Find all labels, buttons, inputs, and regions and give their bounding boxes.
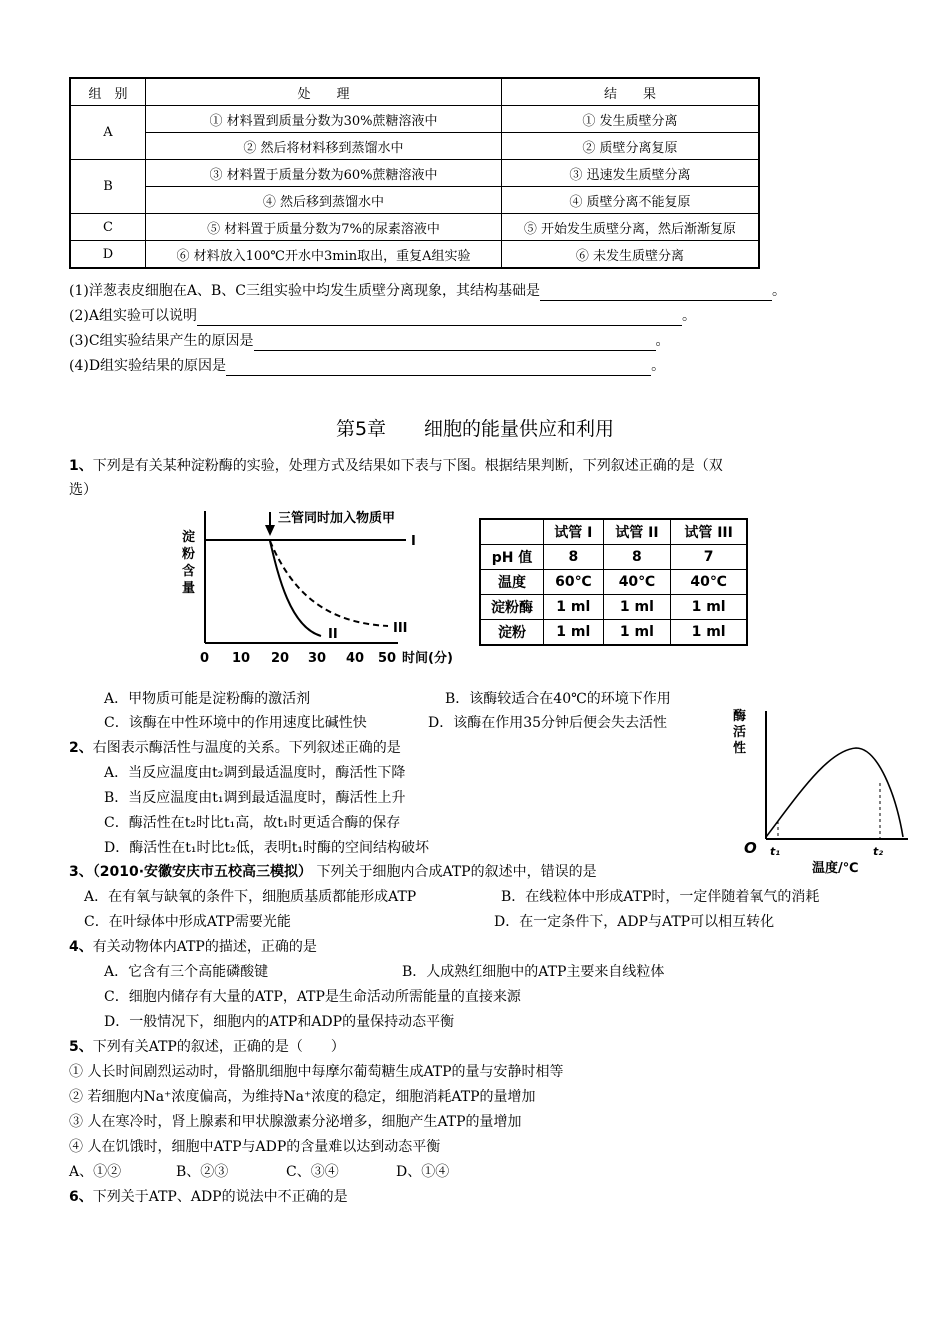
x-tick: 10 bbox=[232, 651, 251, 666]
table-row bbox=[70, 106, 759, 133]
svg-text:含: 含 bbox=[182, 564, 196, 579]
q3-option-b: B．在线粒体中形成ATP时，一定伴随着氧气的消耗 bbox=[501, 889, 820, 905]
q2-option-c: C．酶活性在t₂时比t₁高，故t₁时更适合酶的保存 bbox=[104, 815, 401, 831]
q2-option-b: B．当反应温度由t₁调到最适温度时，酶活性上升 bbox=[104, 790, 406, 806]
header-process: 处 理 bbox=[146, 78, 502, 106]
process-cell: ① 材料置到质量分数为30%蔗糖溶液中 bbox=[146, 106, 502, 133]
svg-text:淀: 淀 bbox=[182, 530, 196, 545]
table-row bbox=[70, 133, 759, 160]
q4-option-b: B．人成熟红细胞中的ATP主要来自线粒体 bbox=[402, 964, 665, 980]
y-axis-label bbox=[181, 529, 195, 596]
row-label: 温度 bbox=[480, 570, 544, 595]
t1-label: t₁ bbox=[770, 845, 781, 858]
row-label: 淀粉 bbox=[480, 620, 544, 646]
q5-option-d: D、①④ bbox=[396, 1164, 450, 1180]
q1-option-b: B．该酶较适合在40℃的环境下作用 bbox=[445, 691, 671, 707]
table-row bbox=[480, 570, 747, 595]
curve-label-II: II bbox=[328, 627, 338, 642]
result-cell: ③ 迅速发生质壁分离 bbox=[502, 160, 760, 187]
answer-blank[interactable] bbox=[226, 360, 651, 376]
q2-stem: 2、右图表示酶活性与温度的关系。下列叙述正确的是 bbox=[69, 740, 401, 756]
process-cell: ② 然后将材料移到蒸馏水中 bbox=[146, 133, 502, 160]
x-axis-label: 时间(分) bbox=[402, 651, 453, 666]
process-cell: ④ 然后移到蒸馏水中 bbox=[146, 187, 502, 214]
table-row bbox=[480, 545, 747, 570]
q4-option-a: A．它含有三个高能磷酸键 bbox=[104, 964, 269, 980]
q5-option-a: A、①② bbox=[69, 1164, 122, 1180]
table-cell: 1 ml bbox=[603, 595, 671, 620]
q3-option-a: A．在有氧与缺氧的条件下，细胞质基质都能形成ATP bbox=[84, 889, 417, 905]
header-cell: 试管 III bbox=[671, 519, 747, 545]
answer-blank[interactable] bbox=[540, 285, 772, 301]
process-cell: ⑥ 材料放入100℃开水中3min取出，重复A组实验 bbox=[146, 241, 502, 269]
answer-blank[interactable] bbox=[197, 310, 682, 326]
prev-question-4: (4)D组实验结果的原因是 。 bbox=[69, 358, 666, 374]
arrow-label: 三管同时加入物质甲 bbox=[278, 511, 396, 526]
q5-stem: 5、下列有关ATP的叙述，正确的是（ ） bbox=[69, 1039, 345, 1055]
q5-option-c: C、③④ bbox=[286, 1164, 339, 1180]
svg-text:活: 活 bbox=[733, 725, 747, 740]
q4-option-c: C．细胞内储存有大量的ATP，ATP是生命活动所需能量的直接来源 bbox=[104, 989, 521, 1005]
table-cell: 8 bbox=[603, 545, 671, 570]
table-row bbox=[480, 595, 747, 620]
x-tick: 50 bbox=[378, 651, 397, 666]
result-cell: ① 发生质壁分离 bbox=[502, 106, 760, 133]
header-result: 结 果 bbox=[502, 78, 760, 106]
q5-item-2: ② 若细胞内Na⁺浓度偏高，为维持Na⁺浓度的稳定，细胞消耗ATP的量增加 bbox=[69, 1089, 536, 1105]
svg-text:性: 性 bbox=[733, 741, 747, 756]
table-cell: 8 bbox=[544, 545, 604, 570]
q4-stem: 4、有关动物体内ATP的描述，正确的是 bbox=[69, 939, 317, 955]
q5-item-4: ④ 人在饥饿时，细胞中ATP与ADP的含量难以达到动态平衡 bbox=[69, 1139, 441, 1155]
x-tick: 0 bbox=[200, 651, 210, 666]
header-cell bbox=[480, 519, 544, 545]
curve-III bbox=[270, 541, 388, 626]
header-cell: 试管 I bbox=[544, 519, 604, 545]
prev-question-2: (2)A组实验可以说明 。 bbox=[69, 308, 696, 324]
table-row bbox=[480, 620, 747, 646]
result-cell: ⑥ 未发生质壁分离 bbox=[502, 241, 760, 269]
curve-label-III: III bbox=[393, 621, 408, 636]
group-cell: C bbox=[70, 214, 146, 241]
origin-label: O bbox=[744, 839, 757, 857]
x-axis-label: 温度/℃ bbox=[812, 861, 859, 876]
row-label: pH 值 bbox=[480, 545, 544, 570]
table-cell: 1 ml bbox=[671, 595, 747, 620]
table-cell: 7 bbox=[671, 545, 747, 570]
q1-option-c: C．该酶在中性环境中的作用速度比碱性快 bbox=[104, 715, 367, 731]
group-cell: A bbox=[70, 106, 146, 160]
q1-stem-line2: 选） bbox=[69, 482, 97, 498]
table-cell: 40℃ bbox=[671, 570, 747, 595]
group-cell: B bbox=[70, 160, 146, 214]
row-label: 淀粉酶 bbox=[480, 595, 544, 620]
q2-option-a: A．当反应温度由t₂调到最适温度时，酶活性下降 bbox=[104, 765, 406, 781]
q5-item-3: ③ 人在寒冷时，肾上腺素和甲状腺激素分泌增多，细胞产生ATP的量增加 bbox=[69, 1114, 522, 1130]
q1-stem-line1: 1、下列是有关某种淀粉酶的实验，处理方式及结果如下表与下图。根据结果判断，下列叙述正确的是（双 bbox=[69, 458, 723, 474]
table-cell: 1 ml bbox=[544, 620, 604, 646]
q2-option-d: D．酶活性在t₁时比t₂低，表明t₁时酶的空间结构破坏 bbox=[104, 840, 429, 856]
table-row bbox=[70, 160, 759, 187]
chapter-title: 第5章 细胞的能量供应和利用 bbox=[335, 418, 615, 440]
q4-option-d: D．一般情况下，细胞内的ATP和ADP的量保持动态平衡 bbox=[104, 1014, 455, 1030]
svg-text:量: 量 bbox=[182, 581, 196, 596]
curve-II bbox=[270, 541, 321, 636]
starch-content-graph bbox=[178, 505, 468, 667]
prev-question-1: (1)洋葱表皮细胞在A、B、C三组实验中均发生质壁分离现象，其结构基础是 。 bbox=[69, 283, 786, 299]
table-row bbox=[70, 214, 759, 241]
table-header-row bbox=[70, 78, 759, 106]
table-row bbox=[70, 241, 759, 269]
process-cell: ⑤ 材料置于质量分数为7%的尿素溶液中 bbox=[146, 214, 502, 241]
table-cell: 40℃ bbox=[603, 570, 671, 595]
result-cell: ⑤ 开始发生质壁分离，然后渐渐复原 bbox=[502, 214, 760, 241]
table-cell: 60℃ bbox=[544, 570, 604, 595]
result-cell: ④ 质壁分离不能复原 bbox=[502, 187, 760, 214]
q5-option-b: B、②③ bbox=[176, 1164, 229, 1180]
t2-label: t₂ bbox=[873, 845, 884, 858]
y-axis-label bbox=[732, 708, 746, 756]
header-group: 组 别 bbox=[70, 78, 146, 106]
prev-question-3: (3)C组实验结果产生的原因是 。 bbox=[69, 333, 670, 349]
q1-option-a: A．甲物质可能是淀粉酶的激活剂 bbox=[104, 691, 311, 707]
q6-stem: 6、下列关于ATP、ADP的说法中不正确的是 bbox=[69, 1189, 348, 1205]
down-arrow-icon bbox=[265, 525, 275, 536]
curve-label-I: I bbox=[411, 534, 416, 549]
activity-curve bbox=[766, 748, 903, 837]
x-tick: 30 bbox=[308, 651, 327, 666]
table-header-row bbox=[480, 519, 747, 545]
enzyme-activity-graph bbox=[728, 705, 913, 883]
experiment-table bbox=[69, 77, 760, 269]
q1-option-d: D．该酶在作用35分钟后便会失去活性 bbox=[428, 715, 668, 731]
test-tube-table bbox=[479, 518, 748, 646]
q3-option-c: C．在叶绿体中形成ATP需要光能 bbox=[84, 914, 291, 930]
result-cell: ② 质壁分离复原 bbox=[502, 133, 760, 160]
svg-text:粉: 粉 bbox=[182, 547, 196, 562]
table-cell: 1 ml bbox=[544, 595, 604, 620]
q3-option-d: D．在一定条件下，ADP与ATP可以相互转化 bbox=[494, 914, 775, 930]
group-cell: D bbox=[70, 241, 146, 269]
header-cell: 试管 II bbox=[603, 519, 671, 545]
answer-blank[interactable] bbox=[254, 335, 656, 351]
table-row bbox=[70, 187, 759, 214]
table-cell: 1 ml bbox=[603, 620, 671, 646]
svg-text:酶: 酶 bbox=[733, 709, 747, 724]
x-tick: 20 bbox=[271, 651, 290, 666]
process-cell: ③ 材料置于质量分数为60%蔗糖溶液中 bbox=[146, 160, 502, 187]
x-tick: 40 bbox=[346, 651, 365, 666]
q5-item-1: ① 人长时间剧烈运动时，骨骼肌细胞中每摩尔葡萄糖生成ATP的量与安静时相等 bbox=[69, 1064, 564, 1080]
table-cell: 1 ml bbox=[671, 620, 747, 646]
q3-stem: 3、（2010·安徽安庆市五校高三模拟） 下列关于细胞内合成ATP的叙述中，错误的是 bbox=[69, 864, 597, 880]
